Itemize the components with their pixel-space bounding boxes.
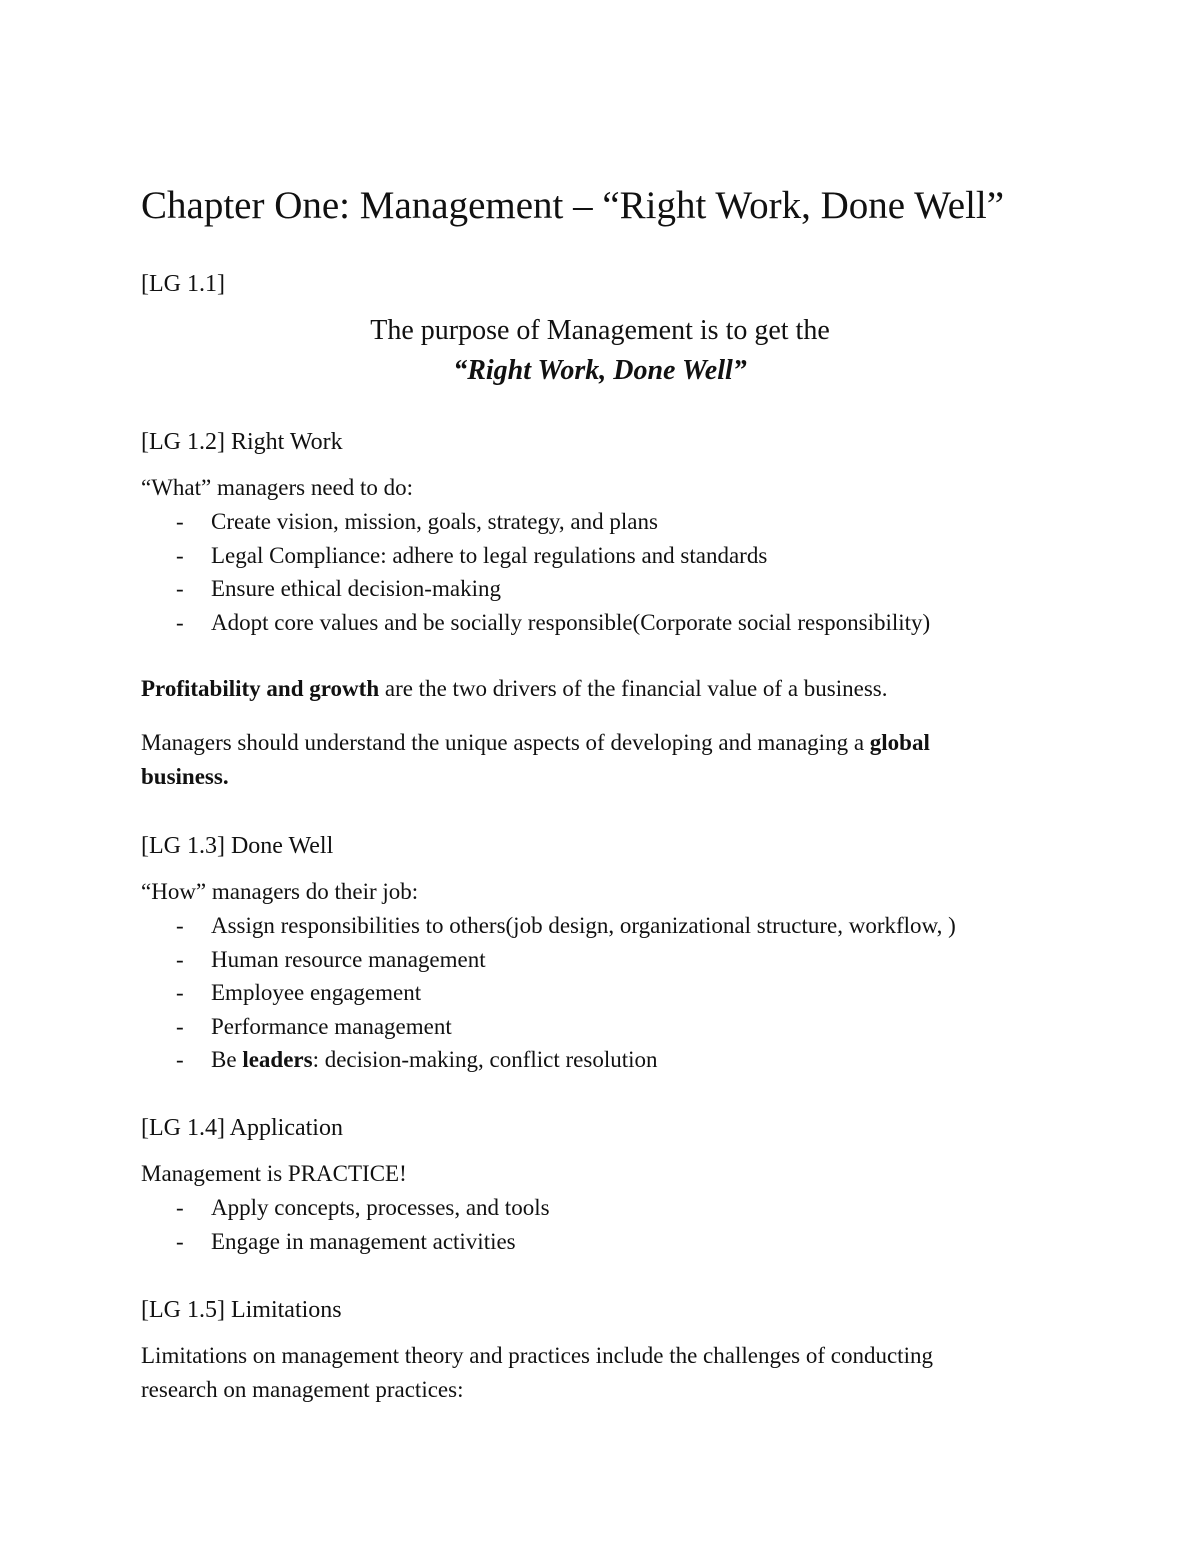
- list-item: [176, 1191, 550, 1225]
- list-item: [176, 572, 930, 606]
- bullet-marker: -: [176, 946, 184, 972]
- list-item: [176, 1225, 550, 1259]
- leaders-pre: Be: [211, 1047, 243, 1072]
- list-item: [176, 943, 956, 977]
- list-item: [176, 1010, 956, 1044]
- lg-1-1-heading: [LG 1.1]: [141, 271, 225, 297]
- list-item: [176, 909, 956, 943]
- leaders-rest: : decision-making, conflict resolution: [312, 1047, 658, 1072]
- list-item-text: Performance management: [211, 1013, 452, 1039]
- bullet-marker: -: [176, 1228, 184, 1254]
- global-paragraph-line1: [141, 728, 930, 758]
- purpose-statement-line2: “Right Work, Done Well”: [453, 355, 747, 386]
- right-work-intro: “What” managers need to do:: [141, 475, 414, 500]
- lg-1-3-heading: [LG 1.3] Done Well: [141, 833, 334, 859]
- bullet-marker: -: [176, 1047, 184, 1072]
- lg-1-4-heading: [LG 1.4] Application: [141, 1115, 343, 1141]
- list-item: [176, 976, 956, 1010]
- chapter-title: Chapter One: Management – “Right Work, Done Well”: [141, 184, 1005, 227]
- list-item-text: Adopt core values and be socially responsible(Corporate social responsibility): [211, 609, 931, 635]
- bullet-marker: -: [176, 542, 184, 568]
- done-well-intro: “How” managers do their job:: [141, 879, 419, 904]
- drivers-bold: Profitability and growth: [141, 676, 380, 701]
- leaders-bold: leaders: [242, 1047, 313, 1072]
- list-item-text: Ensure ethical decision-making: [211, 576, 501, 601]
- list-item-text: Engage in management activities: [211, 1228, 516, 1254]
- global-paragraph-line2: [141, 762, 229, 792]
- global-text: Managers should understand the unique aspects of developing and managing a: [141, 730, 870, 755]
- list-item: [176, 1043, 956, 1077]
- bullet-marker: -: [176, 509, 184, 534]
- list-item: [176, 505, 930, 539]
- list-item-text: [211, 1047, 658, 1072]
- list-item-text: Human resource management: [211, 946, 486, 972]
- right-work-list: [176, 505, 930, 639]
- bullet-marker: -: [176, 576, 184, 601]
- drivers-paragraph: [141, 674, 888, 704]
- list-item: [176, 539, 930, 573]
- list-item: [176, 606, 930, 640]
- bullet-marker: -: [176, 1013, 184, 1039]
- business-bold: business.: [141, 764, 229, 789]
- application-intro: Management is PRACTICE!: [141, 1161, 407, 1186]
- bullet-marker: -: [176, 1195, 184, 1220]
- list-item-text: Legal Compliance: adhere to legal regulations and standards: [211, 542, 768, 568]
- limitations-line2: research on management practices:: [141, 1377, 464, 1402]
- bullet-marker: -: [176, 913, 184, 938]
- list-item-text: Employee engagement: [211, 980, 422, 1005]
- limitations-line1: Limitations on management theory and practices include the challenges of conducting: [141, 1343, 933, 1368]
- bullet-marker: -: [176, 609, 184, 635]
- done-well-list: [176, 909, 956, 1077]
- lg-1-2-heading: [LG 1.2] Right Work: [141, 429, 343, 455]
- purpose-statement-line1: The purpose of Management is to get the: [370, 315, 830, 346]
- lg-1-5-heading: [LG 1.5] Limitations: [141, 1297, 342, 1323]
- application-list: [176, 1191, 550, 1258]
- bullet-marker: -: [176, 980, 184, 1005]
- list-item-text: Apply concepts, processes, and tools: [211, 1195, 550, 1220]
- list-item-text: Assign responsibilities to others(job design, organizational structure, workflow, ): [211, 913, 956, 938]
- list-item-text: Create vision, mission, goals, strategy, and plans: [211, 509, 658, 534]
- drivers-text: are the two drivers of the financial value of a business.: [379, 676, 888, 701]
- global-bold: global: [869, 730, 930, 755]
